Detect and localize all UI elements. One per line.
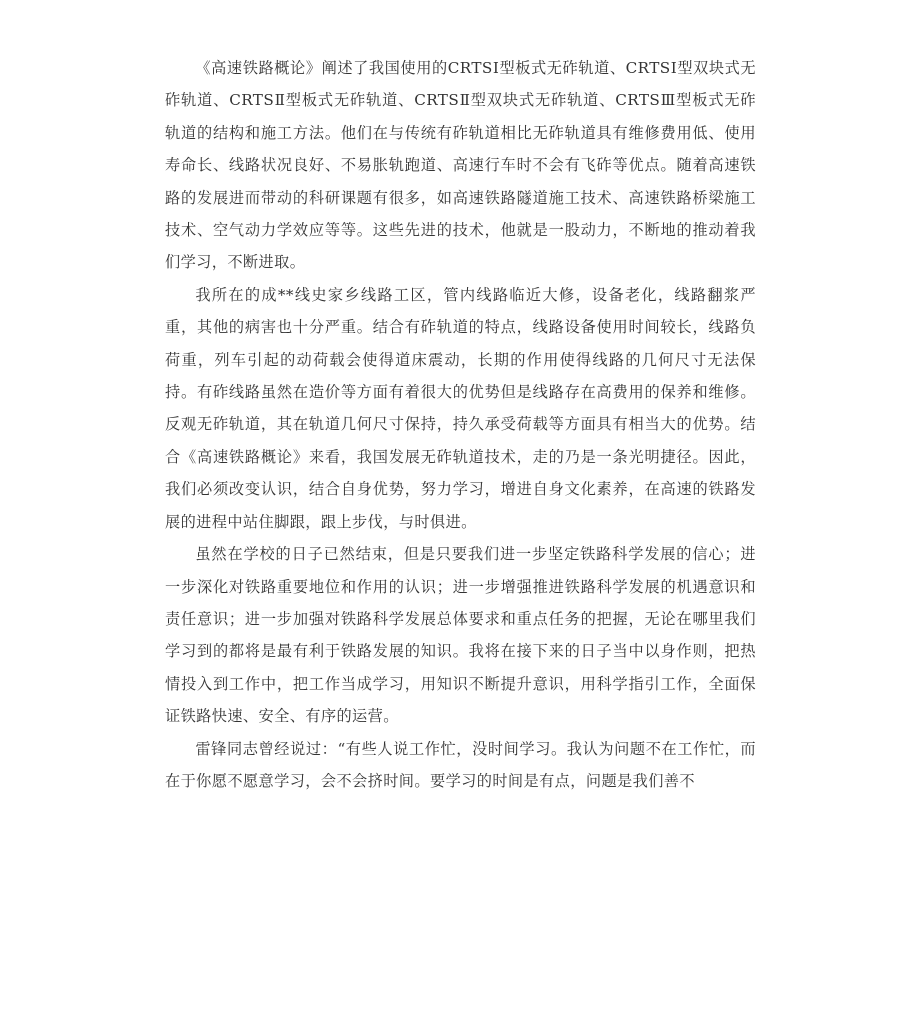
document-body	[165, 52, 756, 797]
paragraph-2: 我所在的成**线史家乡线路工区，管内线路临近大修，设备老化，线路翻浆严重，其他的病害也十分严重。结合有砟轨道的特点，线路设备使用时间较长，线路负荷重，列车引起的动荷载会使得道床震动，长期的作用使得线路的几何尺寸无法保持。有砟线路虽然在造价等方面有着很大的优势但是线路存在高费用的保养和维修。反观无砟轨道，其在轨道几何尺寸保持，持久承受荷载等方面具有相当大的优势。结合《高速铁路概论》来看，我国发展无砟轨道技术，走的乃是一条光明捷径。因此，我们必须改变认识，结合自身优势，努力学习，增进自身文化素养，在高速的铁路发展的进程中站住脚跟，跟上步伐，与时俱进。	[165, 285, 756, 531]
paragraph-3: 虽然在学校的日子已然结束，但是只要我们进一步坚定铁路科学发展的信心；进一步深化对铁路重要地位和作用的认识；进一步增强推进铁路科学发展的机遇意识和责任意识；进一步加强对铁路科学发展总体要求和重点任务的把握，无论在哪里我们学习到的都将是最有利于铁路发展的知识。我将在接下来的日子当中以身作则，把热情投入到工作中，把工作当成学习，用知识不断提升意识，用科学指引工作，全面保证铁路快速、安全、有序的运营。	[165, 545, 756, 726]
paragraph-1: 《高速铁路概论》阐述了我国使用的CRTSⅠ型板式无砟轨道、CRTSⅠ型双块式无砟轨道、CRTSⅡ型板式无砟轨道、CRTSⅡ型双块式无砟轨道、CRTSⅢ型板式无砟轨道的结构和施工方法。他们在与传统有砟轨道相比无砟轨道具有维修费用低、使用寿命长、线路状况良好、不易胀轨跑道、高速行车时不会有飞砟等优点。随着高速铁路的发展进而带动的科研课题有很多，如高速铁路隧道施工技术、高速铁路桥梁施工技术、空气动力学效应等等。这些先进的技术，他就是一股动力，不断地的推动着我们学习，不断进取。	[165, 59, 756, 272]
paragraph-4: 雷锋同志曾经说过：“有些人说工作忙，没时间学习。我认为问题不在工作忙，而在于你愿不愿意学习，会不会挤时间。要学习的时间是有点，问题是我们善不	[165, 739, 756, 790]
